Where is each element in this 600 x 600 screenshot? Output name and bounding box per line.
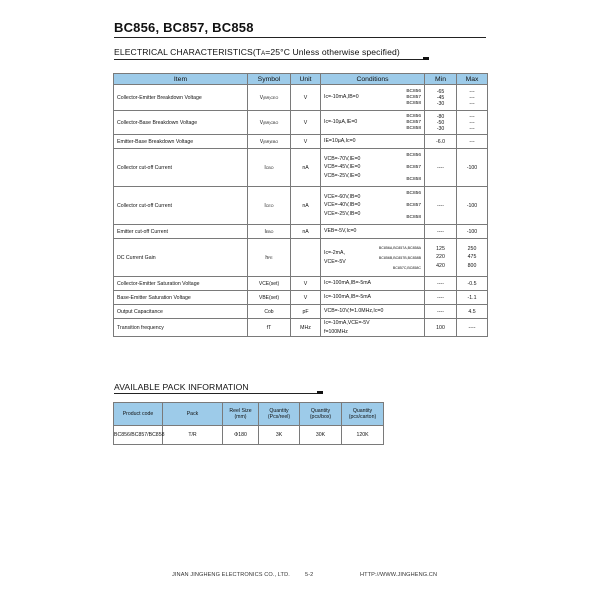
pack-cell: 120K	[342, 426, 384, 445]
table-row	[114, 319, 488, 337]
max-values	[457, 203, 487, 209]
footer-url: HTTP://WWW.JINGHENG.CN	[360, 572, 438, 578]
part-list	[379, 243, 421, 273]
max-cell	[457, 239, 488, 277]
part-number: BC856	[406, 190, 421, 196]
min-values	[425, 139, 456, 145]
conditions-list	[324, 307, 383, 316]
condition-line: VEB=-5V,Ic=0	[324, 228, 357, 235]
conditions-wrap	[321, 279, 424, 288]
symbol-cell	[248, 225, 291, 239]
max-values	[457, 245, 487, 271]
conditions-list	[324, 249, 346, 266]
electrical-characteristics-heading	[114, 47, 400, 57]
max-values	[457, 114, 487, 132]
max-cell	[457, 149, 488, 187]
pack-cell: T/R	[163, 426, 223, 445]
max-value: -1.1	[467, 294, 477, 301]
pack-header-row	[114, 403, 384, 426]
part-number: BC858	[406, 125, 421, 131]
pack-information-table	[113, 402, 384, 445]
condition-line: VCE=-40V,IB=0	[324, 202, 361, 209]
symbol-main: fT	[266, 324, 272, 331]
symbol-cell	[248, 187, 291, 225]
conditions-wrap	[321, 307, 424, 316]
conditions-wrap	[321, 114, 424, 132]
symbol-main: VCE(set)	[258, 280, 280, 287]
conditions-list	[324, 279, 371, 288]
conditions-list	[324, 137, 356, 146]
pack-heading-rule	[114, 393, 320, 394]
part-number: BC857	[406, 202, 421, 208]
pack-column-header: Quantity (Pcs/reel)	[259, 403, 300, 426]
conditions-cell	[321, 187, 425, 225]
min-cell	[425, 319, 457, 337]
pack-heading-end-mark	[317, 391, 323, 394]
part-number: BC856	[406, 152, 421, 158]
conditions-list	[324, 293, 371, 302]
conditions-wrap	[321, 243, 424, 273]
symbol-main: V	[259, 94, 264, 101]
part-number: BC857	[406, 164, 421, 170]
max-values	[457, 309, 487, 315]
symbol-main: I	[264, 202, 266, 209]
min-values	[425, 114, 456, 132]
min-cell	[425, 305, 457, 319]
conditions-cell	[321, 291, 425, 305]
title-underline	[114, 37, 486, 38]
min-values	[425, 295, 456, 301]
conditions-list	[324, 93, 359, 102]
table-row	[114, 85, 488, 111]
part-number: BC856A,BC857A,BC858A	[378, 245, 421, 250]
conditions-list	[324, 319, 370, 336]
unit-cell: pF	[291, 305, 321, 319]
min-values	[425, 165, 456, 171]
part-number: BC858	[406, 214, 421, 220]
min-value: 125	[436, 245, 445, 252]
conditions-list	[324, 155, 360, 181]
conditions-wrap	[321, 188, 424, 224]
max-value: -0.5	[467, 280, 477, 287]
conditions-wrap	[321, 150, 424, 186]
min-value: -80	[436, 113, 445, 120]
max-cell	[457, 85, 488, 111]
part-list	[406, 89, 421, 107]
symbol-cell	[248, 149, 291, 187]
pack-cell: 3K	[259, 426, 300, 445]
min-cell	[425, 135, 457, 149]
part-number: BC856B,BC857B,BC858B	[378, 255, 421, 260]
max-cell	[457, 135, 488, 149]
table-row	[114, 239, 488, 277]
item-cell: Output Capacitance	[114, 305, 248, 319]
max-value: ---	[469, 100, 475, 107]
condition-line: VCB=-45V,IE=0	[324, 164, 361, 171]
table-header-row	[114, 74, 488, 85]
part-list	[406, 150, 421, 186]
conditions-cell	[321, 305, 425, 319]
unit-cell: nA	[291, 187, 321, 225]
min-value: -30	[436, 100, 445, 107]
part-list	[406, 188, 421, 224]
part-number: BC856	[406, 88, 421, 94]
conditions-list	[324, 118, 357, 127]
unit-cell: V	[291, 277, 321, 291]
max-value: ----	[468, 324, 476, 331]
heading-text-rest: =25°C Unless otherwise specified)	[265, 47, 400, 57]
max-value: -100	[466, 164, 478, 171]
unit-cell: V	[291, 111, 321, 135]
min-value: -30	[436, 125, 445, 132]
min-values	[425, 229, 456, 235]
table-row	[114, 135, 488, 149]
part-number: BC857	[406, 94, 421, 100]
pack-column-header: Pack	[163, 403, 223, 426]
max-cell	[457, 111, 488, 135]
part-number: BC856	[406, 113, 421, 119]
min-values	[425, 89, 456, 107]
item-cell: Emitter-Base Breakdown Voltage	[114, 135, 248, 149]
part-number: BC858	[406, 100, 421, 106]
max-cell	[457, 277, 488, 291]
conditions-list	[324, 227, 356, 236]
symbol-main: I	[264, 164, 266, 171]
symbol-main: VBE(set)	[258, 294, 279, 301]
conditions-wrap	[321, 227, 424, 236]
max-value: ---	[469, 113, 475, 120]
conditions-list	[324, 193, 360, 219]
min-values	[425, 245, 456, 271]
symbol-subscript: CEO	[265, 203, 274, 208]
min-value: 420	[436, 262, 445, 269]
table-row	[114, 291, 488, 305]
condition-line: VCE=-5V	[324, 258, 346, 265]
symbol-cell	[248, 135, 291, 149]
item-cell: Collector-Emitter Breakdown Voltage	[114, 85, 248, 111]
item-cell: Collector-Base Breakdown Voltage	[114, 111, 248, 135]
part-number: BC858	[406, 176, 421, 182]
conditions-cell	[321, 239, 425, 277]
condition-line: VCB=-10V,f=1.0MHz,Ic=0	[324, 308, 384, 315]
pack-column-header: Product code	[114, 403, 163, 426]
max-cell	[457, 291, 488, 305]
max-value: 475	[467, 254, 477, 261]
conditions-cell	[321, 149, 425, 187]
symbol-subscript: (BR)CBO	[263, 120, 279, 125]
condition-line: Ic=-2mA,	[324, 250, 345, 256]
max-values	[457, 295, 487, 301]
min-cell	[425, 277, 457, 291]
min-value: 100	[436, 324, 445, 331]
conditions-cell	[321, 277, 425, 291]
symbol-subscript: EBO	[265, 229, 274, 234]
min-cell	[425, 225, 457, 239]
max-cell	[457, 305, 488, 319]
max-values	[457, 229, 487, 235]
symbol-main: h	[265, 254, 269, 261]
condition-line: VCB=-25V,IE=0	[324, 172, 361, 179]
unit-cell: V	[291, 135, 321, 149]
part-list	[406, 114, 421, 132]
min-value: ----	[437, 308, 444, 315]
column-header: Unit	[291, 74, 321, 85]
unit-cell: V	[291, 85, 321, 111]
symbol-subscript: FE	[268, 255, 273, 260]
min-cell	[425, 111, 457, 135]
min-cell	[425, 149, 457, 187]
pack-column-header: Quantity (pcs/carton)	[342, 403, 384, 426]
part-number: BC857	[406, 119, 421, 125]
symbol-subscript: CBO	[265, 165, 274, 170]
min-value: 220	[436, 254, 445, 261]
part-number: BC857C,BC858C	[392, 265, 421, 270]
table-row	[114, 277, 488, 291]
unit-cell: V	[291, 291, 321, 305]
min-value: ----	[437, 164, 444, 171]
condition-line: Ic=-10µA,IE=0	[324, 119, 358, 126]
max-values	[457, 89, 487, 107]
max-values	[457, 139, 487, 145]
footer-company: JINAN JINGHENG ELECTRONICS CO., LTD.	[172, 572, 290, 578]
conditions-cell	[321, 319, 425, 337]
item-cell: Transition frequency	[114, 319, 248, 337]
column-header: Item	[114, 74, 248, 85]
min-value: ----	[437, 202, 444, 209]
max-value: ---	[469, 119, 475, 126]
pack-row	[114, 426, 384, 445]
max-value: 800	[467, 262, 477, 269]
item-cell: Collector cut-off Current	[114, 149, 248, 187]
pack-cell: BC856/BC857/BC858	[114, 426, 163, 445]
max-cell	[457, 319, 488, 337]
heading-text-main: ELECTRICAL CHARACTERISTICS(T	[114, 47, 262, 57]
symbol-cell	[248, 291, 291, 305]
min-cell	[425, 187, 457, 225]
unit-cell: nA	[291, 225, 321, 239]
min-value: ----	[437, 228, 444, 235]
min-values	[425, 309, 456, 315]
table-row	[114, 187, 488, 225]
symbol-subscript: (BR)CEO	[263, 95, 279, 100]
condition-line: Ic=-100mA,IB=-5mA	[324, 294, 371, 301]
max-value: ---	[469, 125, 475, 132]
pack-column-header: Reel Size (mm)	[223, 403, 259, 426]
item-cell: Collector-Emitter Saturation Voltage	[114, 277, 248, 291]
max-value: -100	[466, 202, 478, 209]
max-value: ---	[469, 88, 475, 95]
max-value: ---	[469, 138, 475, 145]
electrical-heading-rule	[114, 59, 426, 60]
table-row	[114, 149, 488, 187]
conditions-cell	[321, 111, 425, 135]
max-value: 4.5	[468, 308, 476, 315]
footer-page-number: 5-2	[305, 572, 314, 578]
symbol-cell	[248, 277, 291, 291]
min-value: -65	[436, 88, 445, 95]
column-header: Symbol	[248, 74, 291, 85]
table-row	[114, 111, 488, 135]
max-values	[457, 165, 487, 171]
max-cell	[457, 225, 488, 239]
item-cell: Emitter cut-off Current	[114, 225, 248, 239]
document-title: BC856, BC857, BC858	[114, 20, 254, 35]
item-cell: DC Current Gain	[114, 239, 248, 277]
heading-end-mark	[423, 57, 429, 60]
max-value: ---	[469, 94, 475, 101]
condition-line: f=100MHz	[324, 328, 348, 335]
min-value: ----	[437, 294, 444, 301]
conditions-wrap	[321, 293, 424, 302]
condition-line: Ic=-10mA,VCE=-5V	[324, 320, 370, 326]
column-header: Max	[457, 74, 488, 85]
item-cell: Base-Emitter Saturation Voltage	[114, 291, 248, 305]
pack-cell: 30K	[300, 426, 342, 445]
min-value: ----	[437, 280, 444, 287]
symbol-cell	[248, 319, 291, 337]
symbol-cell	[248, 239, 291, 277]
table-row	[114, 305, 488, 319]
max-values	[457, 325, 487, 331]
column-header: Min	[425, 74, 457, 85]
min-cell	[425, 239, 457, 277]
pack-cell: Φ180	[223, 426, 259, 445]
symbol-cell	[248, 111, 291, 135]
symbol-main: V	[259, 119, 264, 126]
min-values	[425, 325, 456, 331]
condition-line: VCE=-25V,IB=0	[324, 210, 361, 217]
max-cell	[457, 187, 488, 225]
unit-cell	[291, 239, 321, 277]
electrical-characteristics-table	[113, 73, 488, 337]
condition-line: IE=10µA,Ic=0	[324, 138, 356, 145]
conditions-cell	[321, 225, 425, 239]
symbol-main: I	[264, 228, 266, 235]
condition-line: VCE=-60V,IB=0	[324, 193, 361, 200]
conditions-wrap	[321, 319, 424, 336]
min-values	[425, 281, 456, 287]
condition-line: Ic=-10mA,IB=0	[324, 94, 359, 101]
min-values	[425, 203, 456, 209]
min-value: -50	[436, 119, 445, 126]
item-cell: Collector cut-off Current	[114, 187, 248, 225]
column-header: Conditions	[321, 74, 425, 85]
min-value: -6.0	[436, 138, 445, 145]
pack-column-header: Quantity (pcs/box)	[300, 403, 342, 426]
conditions-cell	[321, 135, 425, 149]
max-values	[457, 281, 487, 287]
symbol-cell	[248, 85, 291, 111]
symbol-cell	[248, 305, 291, 319]
max-value: 250	[467, 245, 477, 252]
unit-cell: nA	[291, 149, 321, 187]
symbol-main: V	[259, 138, 264, 145]
conditions-cell	[321, 85, 425, 111]
min-cell	[425, 291, 457, 305]
pack-information-heading: AVAILABLE PACK INFORMATION	[114, 382, 249, 392]
condition-line: VCB=-70V,IE=0	[324, 155, 361, 162]
table-row	[114, 225, 488, 239]
symbol-main: Cob	[264, 308, 274, 315]
conditions-wrap	[321, 137, 424, 146]
conditions-wrap	[321, 89, 424, 107]
min-value: -45	[436, 94, 445, 101]
min-cell	[425, 85, 457, 111]
symbol-subscript: (BR)EBO	[263, 139, 279, 144]
condition-line: Ic=-100mA,IB=-5mA	[324, 280, 371, 287]
max-value: -100	[466, 228, 478, 235]
unit-cell: MHz	[291, 319, 321, 337]
heading-text-sub: A	[261, 51, 266, 57]
